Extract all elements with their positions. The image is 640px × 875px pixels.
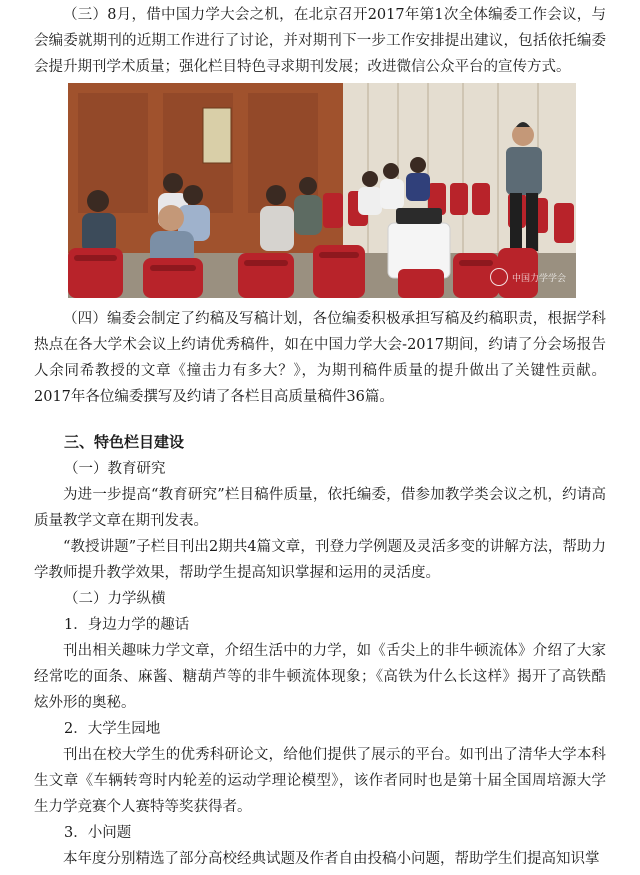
paragraph-education-2: “教授讲题”子栏目刊出2期共4篇文章，刊登力学例题及灵活多变的讲解方法，帮助力学教师提升教学效果，帮助学生提高知识掌握和运用的灵活度。 [34,539,606,581]
paragraph-student-garden: 刊出在校大学生的优秀科研论文，给他们提供了展示的平台。如刊出了清华大学本科生文章《车辆转弯时内轮差的运动学理论模型》，该作者同时也是第十届全国周培源大学生力学竞赛个人赛特等奖获得者。 [34,747,606,815]
item-heading-fun: 1．身边力学的趣话 [64,617,190,633]
paragraph-fun-mechanics: 刊出相关趣味力学文章，介绍生活中的力学，如《舌尖上的非牛顿流体》介绍了大家经常吃的面条、麻酱、糖葫芦等的非牛顿流体现象；《高铁为什么长这样》揭开了高铁酷炫外形的奥秘。 [34,643,606,711]
item-heading-small-problems: 3．小问题 [64,825,132,841]
item-heading-student: 2．大学生园地 [64,721,161,737]
paragraph-four-invitation: （四）编委会制定了约稿及写稿计划，各位编委积极承担写稿及约稿职责，根据学科热点在各大学术会议上约请优秀稿件，如在中国力学大会-2017期间，约请了分会场报告人余同希教授的文章《撞击力有多大？》，为期刊稿件质量的提升做出了关键性贡献。2017年各位编委撰写及约请了各栏目高质量稿件36篇。 [34,311,606,405]
subsection-heading-education: （一）教育研究 [64,461,166,477]
projector [396,208,442,224]
section-heading: 三、特色栏目建设 [64,433,185,451]
paragraph-small-problems: 本年度分别精选了部分高校经典试题及作者自由投稿小问题，帮助学生们提高知识掌 [63,851,600,867]
photo-watermark [490,268,566,286]
paragraph-education-1: 为进一步提高“教育研究”栏目稿件质量，依托编委，借参加教学类会议之机，约请高质量教学文章在期刊发表。 [34,487,606,529]
meeting-photo-image [68,83,576,298]
subsection-heading-mechanics: （二）力学纵横 [64,591,166,607]
society-logo-icon [490,268,508,286]
paragraph-august-meeting: （三）8月，借中国力学大会之机，在北京召开2017年第1次全体编委工作会议，与会编委就期刊的近期工作进行了讨论，并对期刊下一步工作安排提出建议，包括依托编委会提升期刊学术质量；强化栏目特色寻求期刊发展；改进微信公众平台的宣传方式。 [34,7,606,75]
watermark-text: 中国力学学会 [511,273,566,284]
meeting-photo [68,83,576,298]
